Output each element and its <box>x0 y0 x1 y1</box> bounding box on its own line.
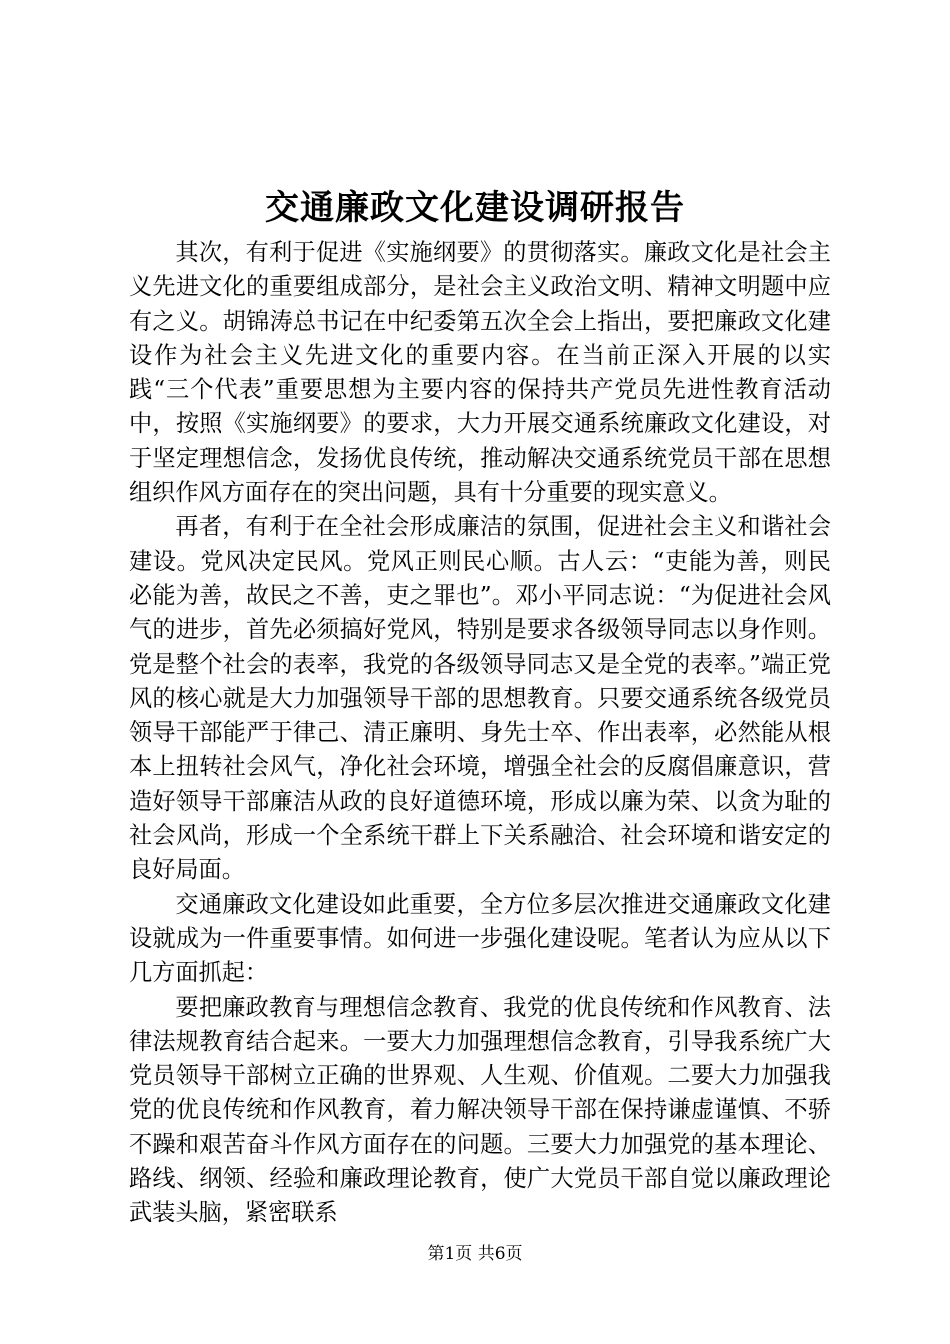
document-title: 交通廉政文化建设调研报告 <box>265 188 685 228</box>
page-footer: 第1页 共6页 <box>427 1244 523 1264</box>
document-body <box>129 236 831 1231</box>
paragraph: 再者，有利于在全社会形成廉洁的氛围，促进社会主义和谐社会建设。党风决定民风。党风正则民心顺。古人云：“吏能为善，则民必能为善，故民之不善，吏之罪也”。邓小平同志说：“为促进社会风气的进步，首先必须搞好党风，特别是要求各级领导同志以身作则。党是整个社会的表率，我党的各级领导同志又是全党的表率。”端正党风的核心就是大力加强领导干部的思想教育。只要交通系统各级党员领导干部能严于律己、清正廉明、身先士卒、作出表率，必然能从根本上扭转社会风气，净化社会环境，增强全社会的反腐倡廉意识，营造好领导干部廉洁从政的良好道德环境，形成以廉为荣、以贪为耻的社会风尚，形成一个全系统干群上下关系融洽、社会环境和谐安定的良好局面。 <box>129 513 831 884</box>
paragraph: 交通廉政文化建设如此重要，全方位多层次推进交通廉政文化建设就成为一件重要事情。如何进一步强化建设呢。笔者认为应从以下几方面抓起： <box>129 890 831 987</box>
paragraph: 要把廉政教育与理想信念教育、我党的优良传统和作风教育、法律法规教育结合起来。一要大力加强理想信念教育，引导我系统广大党员领导干部树立正确的世界观、人生观、价值观。二要大力加强我党的优良传统和作风教育，着力解决领导干部在保持谦虚谨慎、不骄不躁和艰苦奋斗作风方面存在的问题。三要大力加强党的基本理论、路线、纲领、经验和廉政理论教育，使广大党员干部自觉以廉政理论武装头脑，紧密联系 <box>129 993 831 1227</box>
paragraph: 其次，有利于促进《实施纲要》的贯彻落实。廉政文化是社会主义先进文化的重要组成部分，是社会主义政治文明、精神文明题中应有之义。胡锦涛总书记在中纪委第五次全会上指出，要把廉政文化建设作为社会主义先进文化的重要内容。在当前正深入开展的以实践“三个代表”重要思想为主要内容的保持共产党员先进性教育活动中，按照《实施纲要》的要求，大力开展交通系统廉政文化建设，对于坚定理想信念，发扬优良传统，推动解决交通系统党员干部在思想组织作风方面存在的突出问题，具有十分重要的现实意义。 <box>129 239 831 507</box>
